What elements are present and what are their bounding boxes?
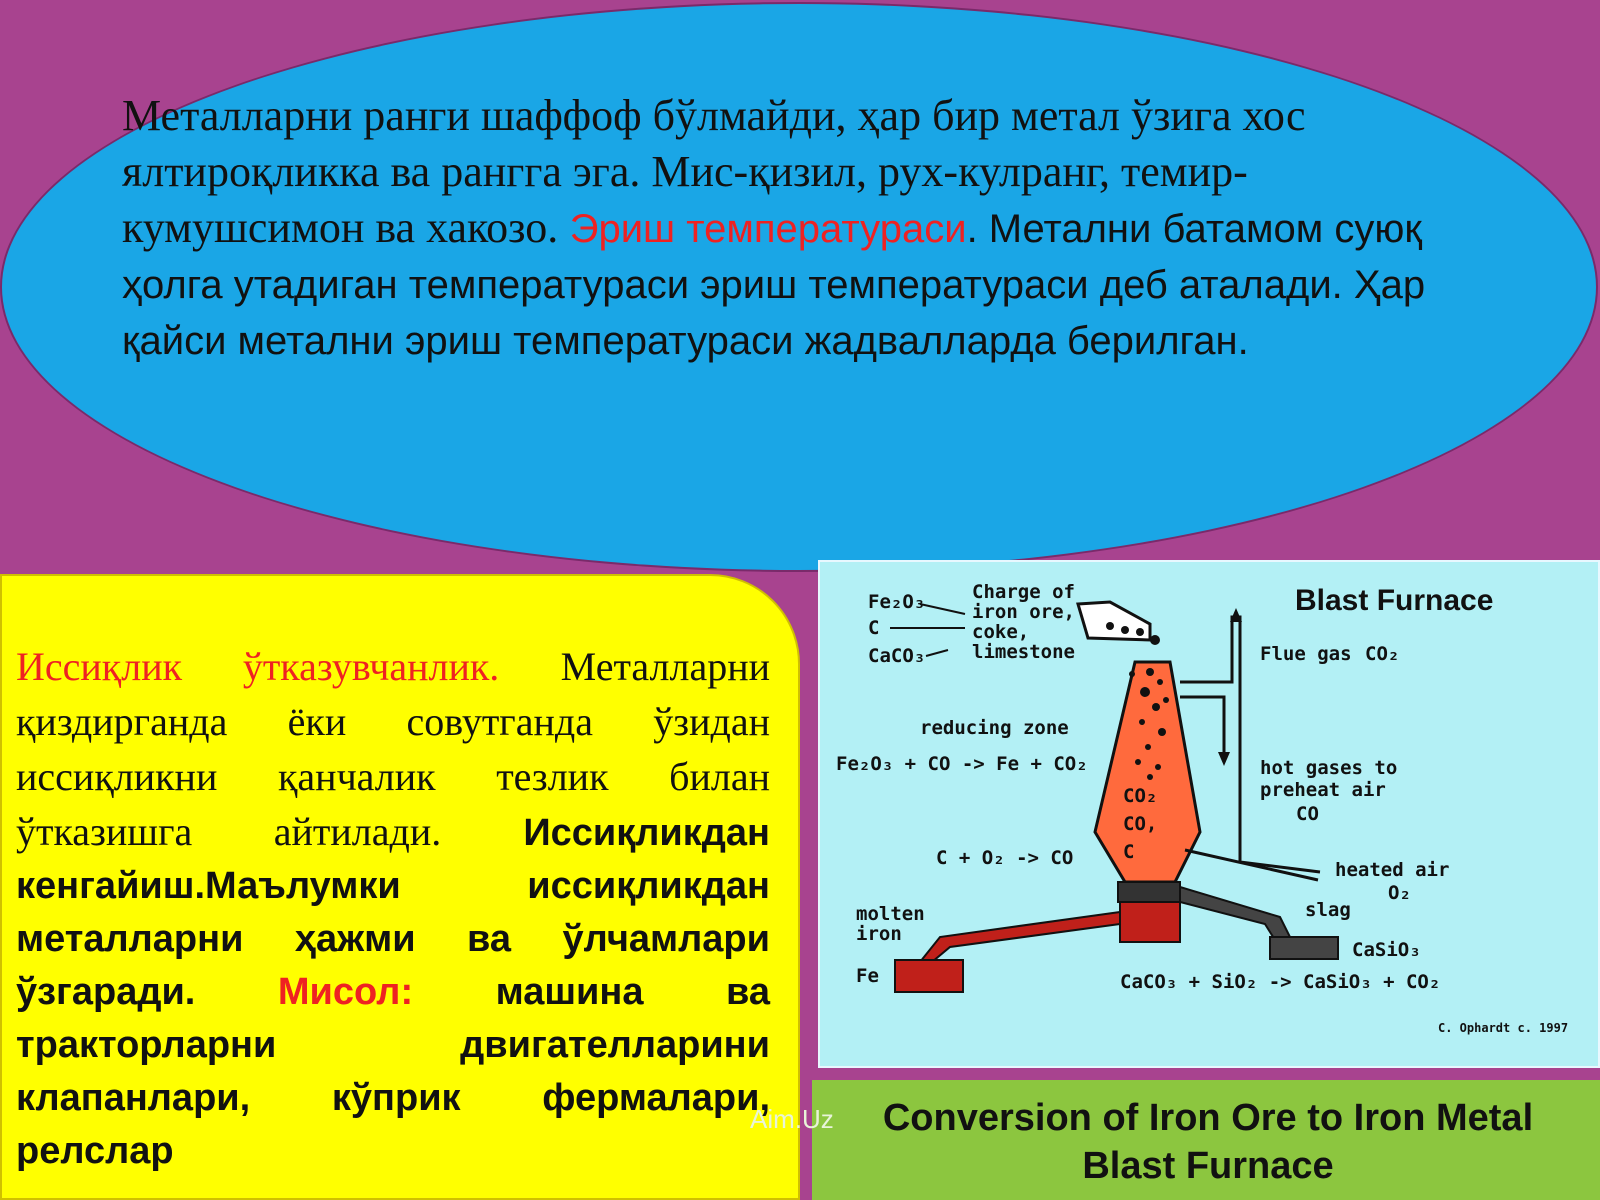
thermal-conductivity-heading: Иссиқлик ўтказувчанлик. xyxy=(16,644,500,689)
casio3-label: CaSiO₃ xyxy=(1352,939,1421,961)
input-caco3: CaCO₃ xyxy=(868,645,926,667)
flue-arrow-icon xyxy=(1230,608,1242,622)
input-fe2o3: Fe₂O₃ xyxy=(868,591,926,613)
iron-ladle xyxy=(895,960,963,992)
molten-iron-channel xyxy=(920,912,1120,962)
inner-co: CO, xyxy=(1123,813,1158,835)
melting-temperature-heading: Эриш температураси xyxy=(569,207,967,251)
charge-label-3: coke, xyxy=(972,621,1030,643)
input-c: C xyxy=(868,617,880,639)
ore-dot xyxy=(1106,622,1114,630)
blast-furnace-diagram xyxy=(820,562,1600,1070)
watermark: Aim.Uz xyxy=(750,1104,834,1134)
blast-furnace-diagram-panel xyxy=(818,560,1600,1068)
fe-label: Fe xyxy=(856,965,879,987)
diagram-caption: Conversion of Iron Ore to Iron Metal Blast Furnace xyxy=(882,1097,1534,1187)
hot-gas-arrow-icon xyxy=(1218,752,1230,766)
thermal-expansion-text: Иссиқликдан кенгайиш.Маълумки иссиқликдан металларни ҳажми ва ўлчамлари ўзгаради. xyxy=(16,812,770,1013)
equation-reduction: Fe₂O₃ + CO -> Fe + CO₂ xyxy=(836,753,1088,775)
equation-combustion: C + O₂ -> CO xyxy=(936,847,1074,869)
molten-label-2: iron xyxy=(856,923,902,945)
example-text: машина ва тракторларни двигателларини клапанлари, кўприк фермалари, релслар xyxy=(16,971,770,1172)
furnace-hearth xyxy=(1120,902,1180,942)
charge-label-1: Charge of xyxy=(972,581,1075,603)
furnace-tuyere-zone xyxy=(1118,882,1180,902)
hot-gases-label-2: preheat air xyxy=(1260,779,1386,801)
metal-properties-paragraph xyxy=(122,88,1482,368)
charge-label-4: limestone xyxy=(972,641,1075,663)
flue-gas-label: Flue gas xyxy=(1260,643,1352,665)
paragraph-intro: Металларни ранги шаффоф бўлмайди, ҳар бир метал ўзига хос ялтироқликка ва рангга эга. Мис-қизил, рух-кулранг, темир-кумушсимон ва хакозо. xyxy=(122,91,1306,252)
ore-dot xyxy=(1150,635,1160,645)
slag-pot xyxy=(1270,937,1338,959)
inner-co2: CO₂ xyxy=(1123,785,1158,807)
inner-c: C xyxy=(1123,841,1135,863)
example-label: Мисол: xyxy=(277,971,414,1013)
ore-dot xyxy=(1136,628,1144,636)
heated-air-o2: O₂ xyxy=(1388,882,1411,904)
flue-co2-label: CO₂ xyxy=(1365,643,1400,665)
thermal-conductivity-text: Металларни қиздирганда ёки совутганда ўзидан иссиқликни қанчалик тезлик билан ўтказишга айтилади. xyxy=(16,644,771,854)
thermal-properties-paragraph xyxy=(16,640,770,1178)
input-line-1 xyxy=(920,604,965,614)
input-line-3 xyxy=(926,650,948,656)
ore-dot xyxy=(1121,626,1129,634)
diagram-credit: C. Ophardt c. 1997 xyxy=(1438,1021,1569,1035)
slag-label: slag xyxy=(1305,899,1351,921)
paragraph-definition: . Метални батамом суюқ ҳолга утадиган температураси эриш температураси деб аталади. Ҳар қайси метални эриш температураси жадвалларда берилган. xyxy=(122,207,1426,363)
diagram-title: Blast Furnace xyxy=(1295,584,1494,617)
hot-gases-label-1: hot gases to xyxy=(1260,757,1398,779)
equation-slag: CaCO₃ + SiO₂ -> CaSiO₃ + CO₂ xyxy=(1120,971,1441,993)
hot-gases-label-3: CO xyxy=(1296,803,1319,825)
heated-air-label: heated air xyxy=(1335,859,1450,881)
reducing-zone-label: reducing zone xyxy=(920,717,1069,739)
charge-label-2: iron ore, xyxy=(972,601,1075,623)
molten-label-1: molten xyxy=(856,903,925,925)
slag-channel xyxy=(1180,887,1290,940)
